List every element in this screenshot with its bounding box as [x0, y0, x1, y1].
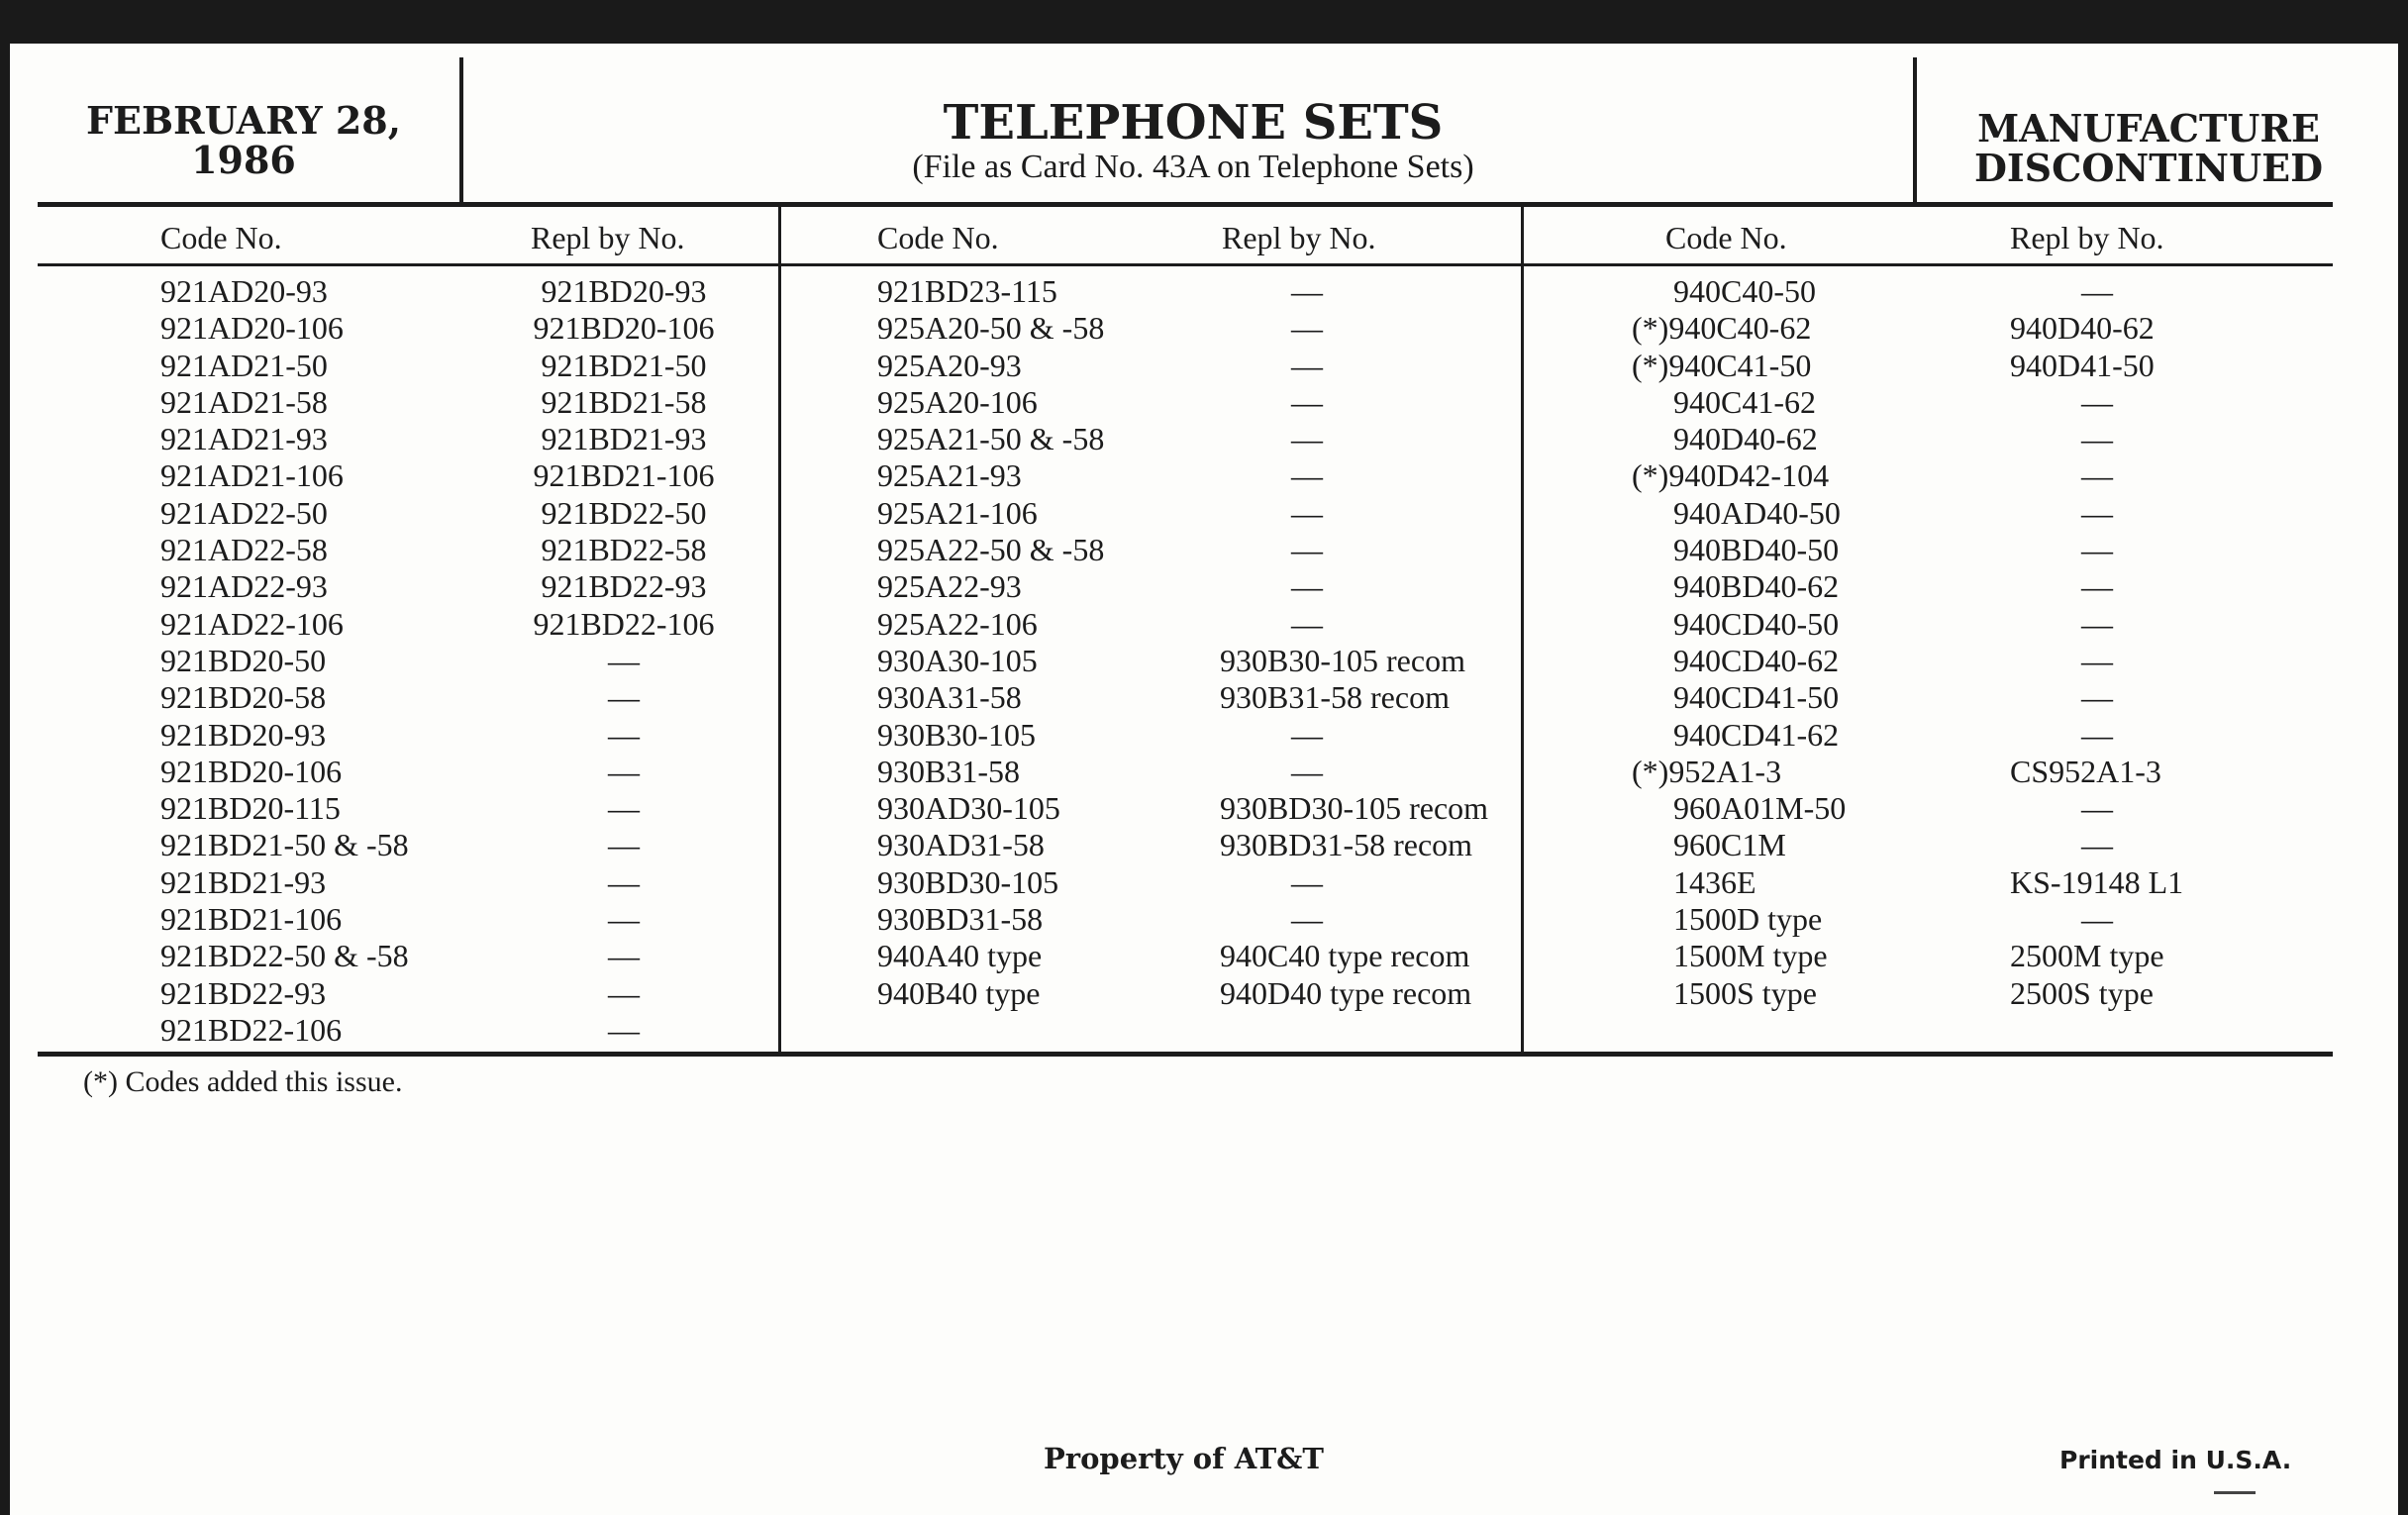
code-cell: 940BD40-50 — [1673, 532, 1840, 568]
replacement-cell: — — [1291, 532, 1323, 568]
replacement-cell: — — [2081, 568, 2113, 605]
code-cell: 921BD21-50 & -58 — [160, 827, 409, 863]
replacement-cell: — — [1291, 863, 1323, 900]
replacement-cell: — — [1291, 605, 1323, 642]
footnote: (*) Codes added this issue. — [83, 1065, 403, 1098]
code-cell: 940C40-50 — [1673, 273, 1816, 309]
replacement-cell: 921BD21-50 — [541, 347, 707, 383]
code-cell: 925A21-106 — [877, 494, 1038, 531]
replacement-cell: 921BD21-58 — [541, 383, 707, 420]
code-cell: (*)940C41-50 — [1632, 347, 1812, 383]
replacement-cell: — — [2081, 383, 2113, 420]
code-cell: 921AD20-106 — [160, 310, 344, 347]
code-column-2 — [877, 273, 1204, 1012]
replacement-cell: 921BD21-106 — [533, 457, 715, 494]
column-header-code-2: Code No. — [877, 220, 999, 255]
code-cell: 930B31-58 — [877, 753, 1020, 789]
code-cell: 921AD22-50 — [160, 494, 328, 531]
code-cell: 940CD41-62 — [1673, 716, 1840, 753]
header-divider-right — [1913, 57, 1917, 204]
code-cell: 921BD22-93 — [160, 974, 327, 1011]
code-cell: 925A20-106 — [877, 383, 1038, 420]
column-header-repl-2: Repl by No. — [1222, 220, 1376, 255]
table-divider-1 — [778, 206, 781, 1054]
replacement-cell: — — [1291, 568, 1323, 605]
code-column-3 — [1594, 273, 1921, 1012]
column-header-code-1: Code No. — [160, 220, 282, 255]
code-cell: 921BD20-115 — [160, 790, 341, 827]
replacement-cell: — — [2081, 716, 2113, 753]
replacement-cell: 940D40 type recom — [1220, 974, 1472, 1011]
code-cell: 921BD20-50 — [160, 642, 327, 678]
replacement-cell: 930BD30-105 recom — [1220, 790, 1489, 827]
code-cell: 930A31-58 — [877, 679, 1022, 716]
code-cell: 940BD40-62 — [1673, 568, 1840, 605]
code-cell: 921BD20-106 — [160, 753, 343, 789]
column-header-code-3: Code No. — [1665, 220, 1787, 255]
code-cell: 921AD21-50 — [160, 347, 328, 383]
code-cell: 921BD23-115 — [877, 273, 1057, 309]
code-cell: 921AD21-106 — [160, 457, 344, 494]
replacement-cell: 2500S type — [2010, 974, 2154, 1011]
replacement-cell: 921BD22-106 — [533, 605, 715, 642]
replacement-cell: — — [2081, 457, 2113, 494]
replacement-cell: 921BD22-58 — [541, 532, 707, 568]
replacement-cell: — — [608, 863, 640, 900]
replacement-cell: — — [1291, 347, 1323, 383]
replacement-cell: — — [1291, 494, 1323, 531]
code-cell: 930BD30-105 — [877, 863, 1059, 900]
code-cell: 921AD22-93 — [160, 568, 328, 605]
replacement-cell: — — [1291, 901, 1323, 938]
replacement-cell: — — [608, 1011, 640, 1048]
code-cell: 925A20-93 — [877, 347, 1022, 383]
card-title-block — [465, 57, 1921, 196]
replacement-cell: — — [1291, 753, 1323, 789]
code-cell: 921AD22-58 — [160, 532, 328, 568]
status-block — [1931, 57, 2366, 196]
printed-notice: Printed in U.S.A. — [2059, 1446, 2292, 1474]
replacement-cell: — — [2081, 827, 2113, 863]
replacement-cell: — — [2081, 421, 2113, 457]
replacement-cell: — — [608, 938, 640, 974]
pen-mark — [2214, 1491, 2256, 1494]
code-cell: 930BD31-58 — [877, 901, 1044, 938]
code-cell: 921AD21-58 — [160, 383, 328, 420]
code-cell: 940CD40-50 — [1673, 605, 1840, 642]
replacement-cell: 930B30-105 recom — [1220, 642, 1465, 678]
code-cell: 921BD21-93 — [160, 863, 327, 900]
code-cell: 921BD22-50 & -58 — [160, 938, 409, 974]
code-cell: 921BD20-58 — [160, 679, 327, 716]
replacement-cell: — — [608, 974, 640, 1011]
replacement-cell: — — [2081, 901, 2113, 938]
code-cell: 925A22-106 — [877, 605, 1038, 642]
replacement-cell: — — [1291, 457, 1323, 494]
replacement-cell: — — [608, 642, 640, 678]
code-cell: 925A22-93 — [877, 568, 1022, 605]
card-subtitle: (File as Card No. 43A on Telephone Sets) — [912, 149, 1474, 185]
replacement-cell: CS952A1-3 — [2010, 753, 2161, 789]
code-cell: 940AD40-50 — [1673, 494, 1841, 531]
replacement-cell: — — [2081, 679, 2113, 716]
code-cell: 1500D type — [1673, 901, 1823, 938]
status-line1: MANUFACTURE — [1977, 106, 2320, 151]
header-divider-left — [459, 57, 463, 204]
code-cell: 925A21-50 & -58 — [877, 421, 1105, 457]
replacement-cell: 921BD21-93 — [541, 421, 707, 457]
code-cell: 940A40 type — [877, 938, 1043, 974]
code-cell: 1500S type — [1673, 974, 1817, 1011]
replacement-cell: 921BD22-50 — [541, 494, 707, 531]
replacement-cell: — — [608, 679, 640, 716]
replacement-cell: — — [608, 790, 640, 827]
replacement-cell: — — [1291, 310, 1323, 347]
replacement-cell: 2500M type — [2010, 938, 2164, 974]
replacement-cell: — — [2081, 642, 2113, 678]
issue-date-line1: FEBRUARY 28, — [86, 98, 401, 143]
code-cell: 1436E — [1673, 863, 1756, 900]
code-cell: 930B30-105 — [877, 716, 1036, 753]
replacement-cell: — — [2081, 532, 2113, 568]
replacement-cell: 940D41-50 — [2010, 347, 2155, 383]
replacement-cell: 921BD22-93 — [541, 568, 707, 605]
code-cell: 940C41-62 — [1673, 383, 1816, 420]
replacement-cell: — — [608, 827, 640, 863]
replacement-cell: 921BD20-93 — [541, 273, 707, 309]
card-title: TELEPHONE SETS — [943, 95, 1444, 151]
replacement-column-2 — [1220, 273, 1517, 1012]
column-header-rule — [38, 263, 2333, 266]
code-cell: 921BD22-106 — [160, 1011, 343, 1048]
code-cell: (*)940C40-62 — [1632, 310, 1812, 347]
replacement-cell: 940C40 type recom — [1220, 938, 1470, 974]
code-cell: (*)940D42-104 — [1632, 457, 1830, 494]
replacement-column-1 — [515, 273, 733, 1049]
replacement-cell: — — [2081, 605, 2113, 642]
code-cell: 925A22-50 & -58 — [877, 532, 1105, 568]
code-column-1 — [160, 273, 517, 1049]
issue-date — [65, 57, 422, 196]
code-cell: 921AD20-93 — [160, 273, 328, 309]
table-bottom-rule — [38, 1052, 2333, 1057]
replacement-cell: — — [1291, 716, 1323, 753]
replacement-cell: 921BD20-106 — [533, 310, 715, 347]
code-cell: 930A30-105 — [877, 642, 1038, 678]
replacement-cell: — — [2081, 494, 2113, 531]
status-line2: DISCONTINUED — [1973, 146, 2324, 190]
code-cell: 940D40-62 — [1673, 421, 1818, 457]
code-cell: 930AD30-105 — [877, 790, 1060, 827]
code-cell: 940CD40-62 — [1673, 642, 1840, 678]
code-cell: 960A01M-50 — [1673, 790, 1847, 827]
column-header-repl-3: Repl by No. — [2010, 220, 2164, 255]
code-cell: (*)952A1-3 — [1632, 753, 1782, 789]
replacement-cell: KS-19148 L1 — [2010, 863, 2184, 900]
replacement-cell: — — [2081, 790, 2113, 827]
replacement-cell: 930BD31-58 recom — [1220, 827, 1473, 863]
table-divider-2 — [1521, 206, 1524, 1054]
code-cell: 921BD20-93 — [160, 716, 327, 753]
code-cell: 925A21-93 — [877, 457, 1022, 494]
code-cell: 940B40 type — [877, 974, 1041, 1011]
issue-date-line2: 1986 — [191, 138, 296, 182]
code-cell: 940CD41-50 — [1673, 679, 1840, 716]
column-header-repl-1: Repl by No. — [531, 220, 685, 255]
code-cell: 1500M type — [1673, 938, 1828, 974]
replacement-cell: — — [1291, 383, 1323, 420]
replacement-cell: 940D40-62 — [2010, 310, 2155, 347]
replacement-cell: — — [608, 753, 640, 789]
code-cell: 921AD21-93 — [160, 421, 328, 457]
property-notice: Property of AT&T — [1044, 1442, 1324, 1475]
code-cell: 930AD31-58 — [877, 827, 1045, 863]
code-cell: 921AD22-106 — [160, 605, 344, 642]
header-rule — [38, 202, 2333, 207]
replacement-cell: — — [2081, 273, 2113, 309]
replacement-cell: — — [1291, 273, 1323, 309]
replacement-cell: 930B31-58 recom — [1220, 679, 1450, 716]
code-cell: 921BD21-106 — [160, 901, 343, 938]
replacement-cell: — — [608, 901, 640, 938]
replacement-column-3 — [2010, 273, 2307, 1012]
replacement-cell: — — [608, 716, 640, 753]
reference-card — [10, 44, 2398, 1515]
code-cell: 925A20-50 & -58 — [877, 310, 1105, 347]
replacement-cell: — — [1291, 421, 1323, 457]
code-cell: 960C1M — [1673, 827, 1786, 863]
